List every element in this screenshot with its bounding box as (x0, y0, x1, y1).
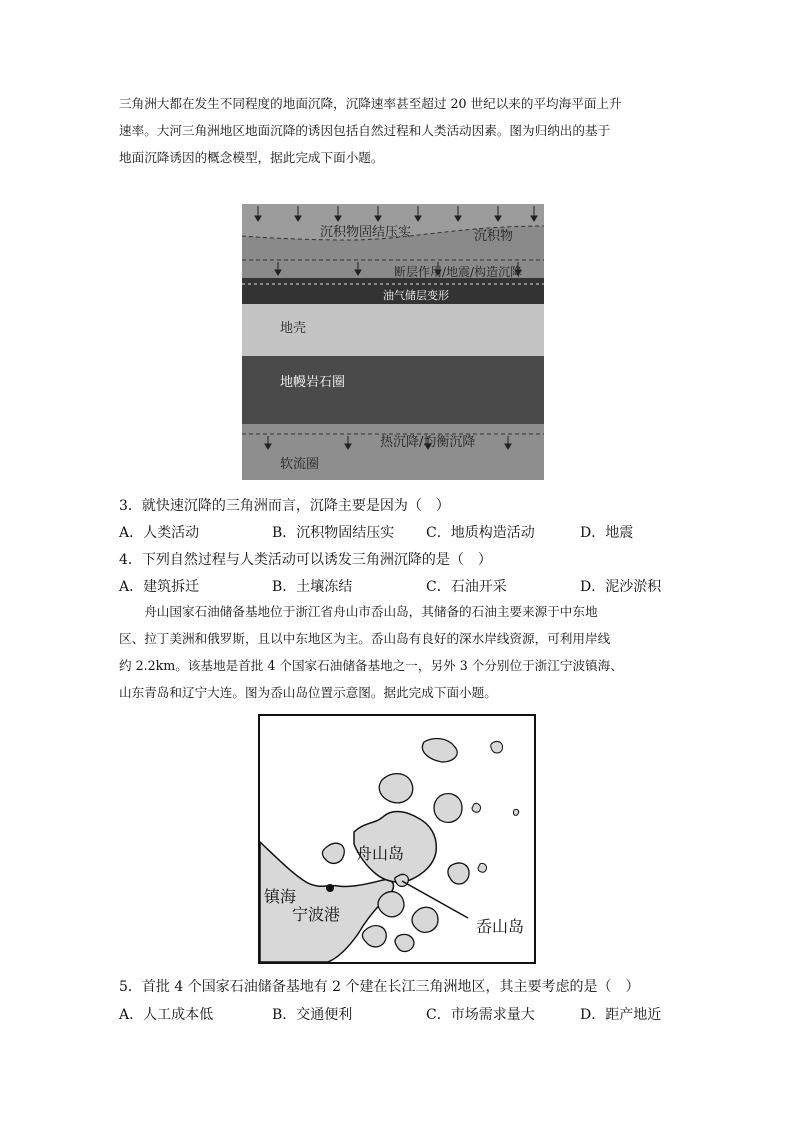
question-3-option-b[interactable]: B．沉积物固结压实 (272, 525, 395, 541)
intro-line: 速率。大河三角洲地区地面沉降的诱因包括自然过程和人类活动因素。图为归纳出的基于 (119, 123, 611, 138)
question-4-option-c[interactable]: C．石油开采 (426, 579, 507, 595)
intro-line: 约 2.2km。该基地是首批 4 个国家石油储备基地之一，另外 3 个分别位于浙江宁波镇海、 (119, 658, 623, 673)
intro-line: 舟山国家石油储备基地位于浙江省舟山市岙山岛，其储备的石油主要来源于中东地 (119, 604, 598, 619)
label-compaction: 沉积物固结压实 (320, 225, 412, 240)
label-mantle: 地幔岩石圈 (280, 375, 346, 390)
question-3-option-c[interactable]: C．地质构造活动 (426, 525, 535, 541)
question-4-option-d[interactable]: D．泥沙淤积 (580, 579, 662, 595)
question-5-option-a[interactable]: A．人工成本低 (119, 1007, 214, 1023)
intro-line: 区、拉丁美洲和俄罗斯，且以中东地区为主。岙山岛有良好的深水岸线资源，可利用岸线 (119, 631, 611, 646)
question-3-option-d[interactable]: D．地震 (580, 525, 634, 541)
ningbo-port-marker (326, 884, 334, 892)
question-3-stem: 3．就快速沉降的三角洲而言，沉降主要是因为（ ） (119, 498, 450, 514)
label-oil: 油气储层变形 (383, 289, 449, 302)
label-asthenosphere: 软流圈 (280, 457, 320, 472)
question-5-option-b[interactable]: B．交通便利 (272, 1007, 353, 1023)
subsidence-model-figure (228, 178, 548, 484)
label-sediment: 沉积物 (474, 229, 514, 244)
label-ningbo: 宁波港 (292, 905, 341, 924)
label-fault: 断层作用/地震/构造沉降 (394, 265, 523, 279)
label-zhenhai: 镇海 (264, 887, 297, 906)
intro-paragraph-2 (119, 598, 679, 706)
intro-line: 三角洲大都在发生不同程度的地面沉降，沉降速率甚至超过 20 世纪以来的平均海平面上升 (119, 96, 622, 111)
question-4-option-a[interactable]: A．建筑拆迁 (119, 579, 200, 595)
question-3-option-a[interactable]: A．人类活动 (119, 525, 200, 541)
intro-line: 山东青岛和辽宁大连。图为岙山岛位置示意图。据此完成下面小题。 (119, 685, 497, 700)
question-4-option-b[interactable]: B．土壤冻结 (272, 579, 353, 595)
question-5-option-d[interactable]: D．距产地近 (580, 1007, 662, 1023)
intro-line: 地面沉降诱因的概念模型，据此完成下面小题。 (119, 150, 384, 165)
aoshan-location-map (258, 714, 536, 964)
label-aoshan: 岙山岛 (476, 917, 525, 936)
label-zhoushan: 舟山岛 (356, 844, 405, 863)
label-crust: 地壳 (280, 321, 307, 336)
question-4-stem: 4．下列自然过程与人类活动可以诱发三角洲沉降的是（ ） (119, 552, 492, 568)
question-5-option-c[interactable]: C．市场需求量大 (426, 1007, 535, 1023)
question-5-stem: 5．首批 4 个国家石油储备基地有 2 个建在长江三角洲地区，其主要考虑的是（ ） (119, 979, 640, 995)
aoshan-island (395, 874, 409, 886)
intro-paragraph-1 (119, 90, 679, 171)
mantle-layer (242, 356, 544, 424)
label-thermal: 热沉降/均衡沉降 (380, 435, 476, 450)
